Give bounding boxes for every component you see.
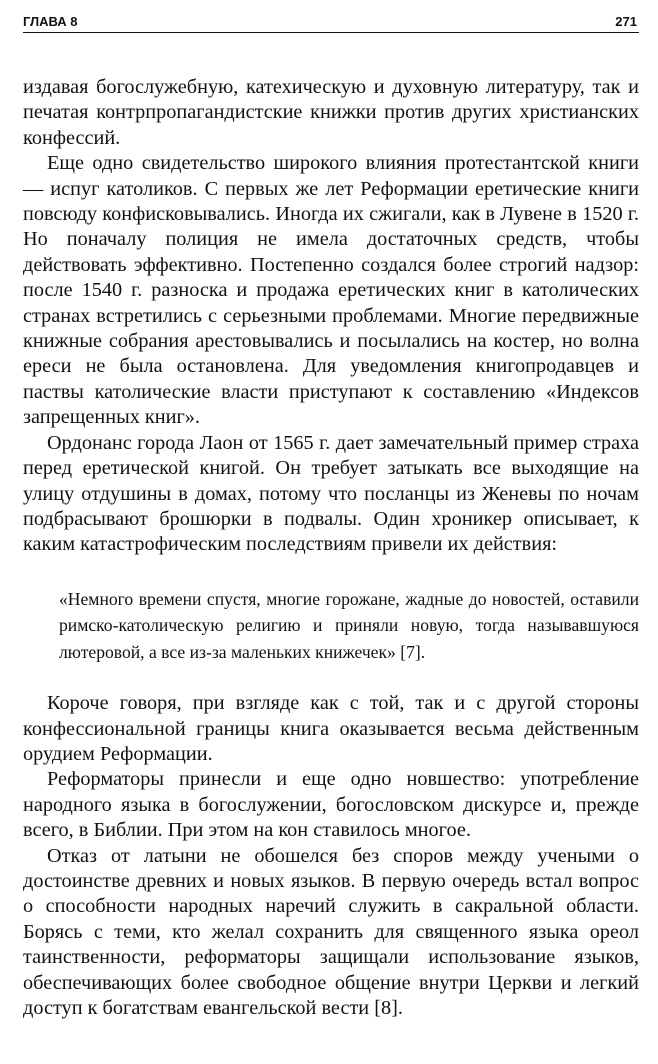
running-head bbox=[23, 12, 639, 33]
block-quote: «Немного времени спустя, многие горожане, жадные до новостей, оставили римско-католическую религию и приняли новую, тогда называвшуюся лютеровой, а все из-за маленьких книжечек» [7]. bbox=[59, 588, 639, 662]
paragraph-4: Короче говоря, при взгляде как с той, так и с другой стороны конфессиональной границы книга оказывается весьма действенным орудием Реформации. bbox=[23, 692, 639, 766]
chapter-label: ГЛАВА 8 bbox=[23, 14, 78, 29]
paragraph-3: Ордонанс города Лаон от 1565 г. дает замечательный пример страха перед еретической книгой. Он требует затыкать все выходящие на улицу отдушины в домах, потому что посланцы из Женевы по ночам подбрасывают брошюрки в подвалы. Один хроникер описывает, к каким катастрофическим последствиям привели их действия: bbox=[23, 431, 639, 556]
paragraph-6: Отказ от латыни не обошелся без споров между учеными о достоинстве древних и новых языков. В первую очередь встал вопрос о способности народных наречий служить в сакральной области. Борясь с теми, кто желал сохранить для священного языка ореол таинственности, реформаторы защищали использование языков, обеспечивающих более свободное общение внутри Церкви и легкий доступ к богатствам евангельской вести [8]. bbox=[23, 844, 639, 1020]
body-text bbox=[23, 75, 639, 1022]
paragraph-2: Еще одно свидетельство широкого влияния протестантской книги — испуг католиков. С первых же лет Реформации еретические книги повсюду конфисковывались. Иногда их сжигали, как в Лувене в 1520 г. Но поначалу полиция не имела достаточных средств, чтобы действовать эффективно. Постепенно создался более строгий надзор: после 1540 г. разноска и продажа еретических книг в католических странах встретились с серьезными проблемами. Многие передвижные книжные собрания арестовывались и посылались на костер, но волна ереси не была остановлена. Для уведомления книгопродавцев и паствы католические власти приступают к составлению «Индексов запрещенных книг». bbox=[23, 152, 639, 429]
paragraph-1: издавая богослужебную, катехическую и духовную литературу, так и печатая контрпропагандистские книжки против других христианских конфессий. bbox=[23, 76, 639, 149]
page-number: 271 bbox=[615, 14, 637, 29]
paragraph-5: Реформаторы принесли и еще одно новшество: употребление народного языка в богослужении, богословском дискурсе и, прежде всего, в Библии. При этом на кон ставилось многое. bbox=[23, 768, 639, 842]
